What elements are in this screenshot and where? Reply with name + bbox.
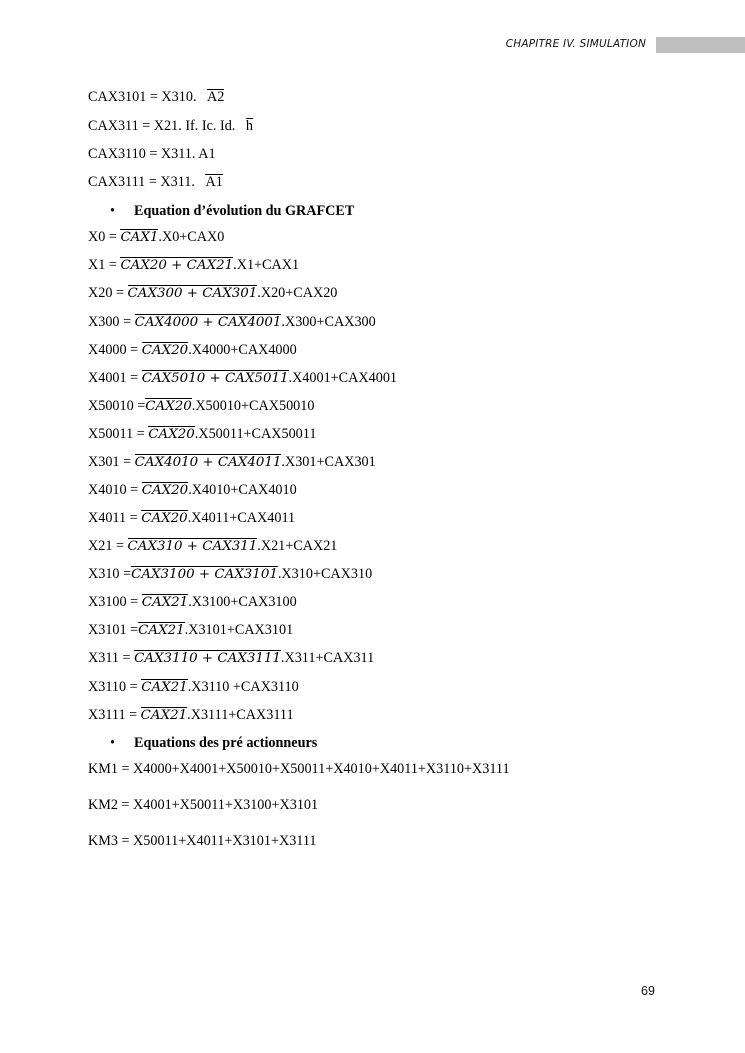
grafcet-equation-line [88,370,397,387]
grafcet-equation-line [88,594,297,611]
action-equation-line [88,146,216,163]
negated-term: A1 [205,174,223,190]
grafcet-equation-line [88,679,299,696]
grafcet-equation-line [88,398,314,415]
negated-expression: CAX4000 + CAX4001 [134,315,282,330]
equation-rest: .X3110 +CAX3110 [187,679,299,695]
grafcet-equation-line [88,538,337,555]
equation-lhs: X4010 = [88,482,142,498]
equation-lhs: X4000 = [88,342,142,358]
equation-lhs: X311 = [88,650,135,666]
negated-expression: CAX20 [141,343,189,358]
equation-lhs: X4011 = [88,510,142,526]
negated-expression: CAX5010 + CAX5011 [141,371,289,386]
negated-expression: CAX20 [145,399,192,414]
equation-lhs: CAX3110 = X311. A1 [88,146,216,162]
grafcet-equation-line [88,510,295,527]
equation-rest: .X50010+CAX50010 [191,398,315,414]
equation-rest: .X311+CAX311 [280,650,375,666]
negated-expression: CAX21 [141,595,189,610]
grafcet-equation-line [88,342,297,359]
equation-rest: .X1+CAX1 [233,257,300,273]
equation-rest: .X20+CAX20 [257,285,338,301]
negated-expression: CAX3100 + CAX3101 [131,567,278,582]
equation-lhs: X1 = [88,257,121,273]
preactionneur-equation-km2: KM2 = X4001+X50011+X3100+X3101 [88,797,319,813]
equation-rest: .X21+CAX21 [257,538,338,554]
negated-expression: CAX300 + CAX301 [127,286,258,301]
action-equation-line [88,174,223,191]
bullet-icon: • [110,203,115,219]
negated-expression: CAX20 [148,427,195,442]
equation-rest: .X300+CAX300 [281,314,376,330]
equation-lhs: X20 = [88,285,128,301]
section-heading-grafcet [110,203,354,220]
equation-lhs: X3101 = [88,622,139,638]
page-number: 69 [641,984,655,998]
negated-expression: CAX20 + CAX21 [120,258,234,273]
negated-expression: CAX4010 + CAX4011 [134,455,282,470]
negated-term: A2 [207,89,225,105]
grafcet-equation-line [88,257,299,274]
negated-expression: CAX21 [138,623,185,638]
bullet-icon: • [110,735,115,751]
chapter-header: CHAPITRE IV. SIMULATION [505,38,646,50]
equation-rest: .X4000+CAX4000 [188,342,297,358]
action-equation-line [88,118,253,135]
preactionneur-equation-km1: KM1 = X4000+X4001+X50010+X50011+X4010+X4011+X3110+X3111 [88,761,510,777]
section-title: Equation d’évolution du GRAFCET [134,203,355,219]
grafcet-equation-line [88,707,294,724]
grafcet-equation-line [88,229,224,246]
equation-rest: .X301+CAX301 [281,454,376,470]
equation-lhs: X3111 = [88,707,141,723]
equation-lhs: X301 = [88,454,135,470]
grafcet-equation-line [88,314,376,331]
negated-expression: CAX21 [140,708,188,723]
grafcet-equation-line [88,285,337,302]
equation-rest: .X3101+CAX3101 [184,622,294,638]
equation-lhs: CAX311 = X21. If. Ic. Id. [88,118,236,134]
negated-expression: CAX1 [120,230,159,245]
action-equation-line [88,89,224,106]
equation-lhs: X3100 = [88,594,142,610]
equation-rest: .X50011+CAX50011 [194,426,317,442]
negated-expression: CAX3110 + CAX3111 [134,651,281,666]
equation-rest: .X3111+CAX3111 [187,707,294,723]
negated-expression: CAX20 [141,483,189,498]
equation-lhs: X4001 = [88,370,142,386]
equation-lhs: X50010 = [88,398,146,414]
preactionneur-equation-km3: KM3 = X50011+X4011+X3101+X3111 [88,833,317,849]
equation-lhs: X21 = [88,538,128,554]
section-title: Equations des pré actionneurs [134,735,318,751]
equation-rest: .X3100+CAX3100 [188,594,297,610]
grafcet-equation-line [88,482,297,499]
equation-lhs: CAX3111 = X311. [88,174,195,190]
equation-rest: .X0+CAX0 [158,229,225,245]
grafcet-equation-line [88,454,376,471]
grafcet-equation-line [88,566,372,583]
negated-term: h [245,118,253,134]
grafcet-equation-line [88,426,316,443]
equation-lhs: CAX3101 = X310. [88,89,197,105]
equation-lhs: X310 = [88,566,132,582]
equation-rest: .X310+CAX310 [277,566,373,582]
negated-expression: CAX20 [141,511,188,526]
section-heading-preactionneurs [110,735,317,752]
equation-lhs: X50011 = [88,426,149,442]
negated-expression: CAX21 [141,680,188,695]
equation-rest: .X4001+CAX4001 [288,370,398,386]
equation-lhs: X300 = [88,314,135,330]
grafcet-equation-line [88,622,293,639]
header-decoration-bar [656,37,745,53]
negated-expression: CAX310 + CAX311 [127,539,258,554]
equation-lhs: X0 = [88,229,121,245]
equation-rest: .X4011+CAX4011 [187,510,296,526]
equation-lhs: X3110 = [88,679,142,695]
equation-rest: .X4010+CAX4010 [188,482,297,498]
grafcet-equation-line [88,650,374,667]
